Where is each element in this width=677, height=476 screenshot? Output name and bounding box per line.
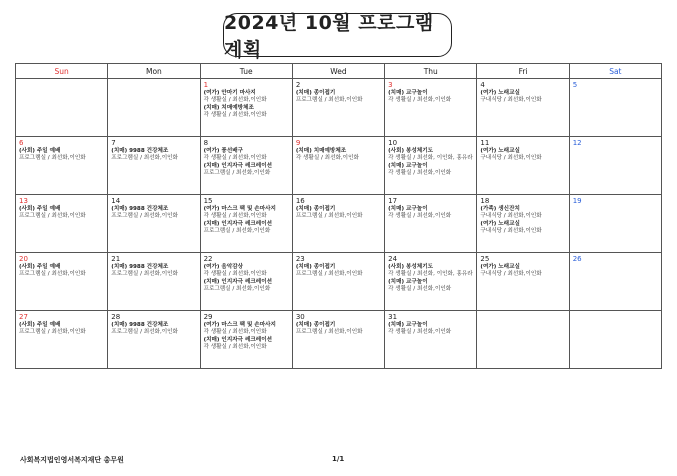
day-number: 23 [295, 255, 305, 263]
calendar-day-cell [200, 253, 292, 311]
program-event [204, 279, 289, 294]
calendar-day-cell [16, 253, 108, 311]
event-location-staff: 프로그램실 / 최선화,이인화 [295, 271, 363, 278]
program-event [388, 206, 473, 221]
calendar-day-cell [108, 79, 200, 137]
event-location-staff: 각 생활실 / 최선화,이인화 [295, 155, 359, 162]
event-title: (치매) 치매예방체조 [295, 148, 347, 154]
calendar-day-cell [477, 137, 569, 195]
calendar-day-cell [292, 253, 384, 311]
event-title: (여가) 마스크 팩 및 손마사지 [203, 206, 276, 212]
calendar-day-cell [108, 195, 200, 253]
event-title: (치매) 인지자극 레크레이션 [203, 162, 273, 169]
calendar-day-cell [385, 253, 477, 311]
day-number: 28 [111, 313, 121, 321]
calendar-day-cell [16, 137, 108, 195]
calendar-day-cell [292, 195, 384, 253]
day-number: 22 [203, 255, 213, 263]
day-number: 19 [572, 197, 582, 205]
program-event [204, 264, 289, 279]
event-location-staff: 구내식당 / 최선화,이인화 [480, 97, 542, 104]
event-title: (가족) 생신잔치 [480, 206, 520, 212]
day-number: 17 [388, 197, 398, 205]
event-title: (치매) 교구놀이 [388, 206, 428, 212]
day-number: 24 [388, 255, 398, 263]
event-title: (치매) 종이접기 [295, 322, 336, 328]
weekday-header-thu: Thu [385, 64, 477, 79]
calendar-day-cell [569, 253, 661, 311]
calendar-day-cell [200, 137, 292, 195]
day-number: 18 [480, 197, 490, 205]
event-title: (사회) 주일 예배 [19, 322, 61, 328]
calendar-day-cell [200, 311, 292, 369]
program-event [388, 163, 473, 178]
program-event [19, 206, 104, 221]
event-location-staff: 프로그램실 / 최선화,이인화 [111, 271, 178, 278]
calendar-day-cell [477, 253, 569, 311]
calendar-day-cell [108, 311, 200, 369]
day-number: 9 [295, 139, 301, 147]
calendar-day-cell [108, 137, 200, 195]
day-number: 27 [19, 313, 28, 321]
calendar-day-cell [477, 311, 569, 369]
program-event [111, 148, 196, 163]
calendar-day-cell [569, 195, 661, 253]
weekday-header-sat: Sat [569, 64, 661, 79]
event-location-staff: 프로그램실 / 최선화,이인화 [19, 213, 86, 220]
calendar-day-cell [385, 311, 477, 369]
event-location-staff: 프로그램실 / 최선화,이인화 [295, 213, 363, 220]
event-title: (사회) 주일 예배 [19, 148, 61, 154]
calendar-day-cell [569, 311, 661, 369]
calendar-day-cell [292, 137, 384, 195]
calendar-day-cell [477, 79, 569, 137]
event-location-staff: 각 생활실 / 최선화, 이인화, 홍유라 [388, 271, 473, 278]
event-title: (여가) 노래교실 [480, 264, 520, 270]
event-title: (치매) 9988 건강체조 [111, 206, 169, 212]
event-title: (여가) 풍선배구 [203, 148, 244, 154]
program-event [19, 264, 104, 279]
program-event [296, 206, 381, 221]
event-title: (치매) 교구놀이 [388, 162, 428, 169]
program-event [204, 105, 289, 120]
program-event [111, 264, 196, 279]
event-location-staff: 각 생활실 / 최선화,이인화 [203, 329, 267, 336]
day-number: 21 [111, 255, 121, 263]
calendar-day-cell [200, 79, 292, 137]
calendar-day-cell [569, 137, 661, 195]
event-title: (치매) 교구놀이 [388, 90, 428, 96]
day-number: 25 [480, 255, 490, 263]
event-title: (사회) 주일 예배 [19, 206, 61, 212]
event-title: (여가) 마스크 팩 및 손마사지 [203, 322, 276, 328]
program-event [204, 163, 289, 178]
program-event [204, 90, 289, 105]
weekday-header-sun: Sun [16, 64, 108, 79]
calendar-day-cell [16, 195, 108, 253]
event-title: (치매) 종이접기 [295, 206, 336, 212]
event-location-staff: 각 생활실 / 최선화, 이인화, 홍유라 [388, 155, 473, 162]
program-event [296, 90, 381, 105]
program-event [480, 90, 565, 105]
day-number: 15 [203, 197, 213, 205]
event-title: (치매) 9988 건강체조 [111, 322, 169, 328]
event-location-staff: 프로그램실 / 최선화,이인화 [203, 170, 271, 177]
day-number: 26 [572, 255, 582, 263]
event-title: (치매) 9988 건강체조 [111, 264, 169, 270]
calendar-week-row [16, 195, 662, 253]
weekday-header-wed: Wed [292, 64, 384, 79]
footer-organization: 사회복지법인영서복지재단 총무원 [20, 456, 124, 464]
event-title: (사회) 주일 예배 [19, 264, 61, 270]
program-event [388, 264, 473, 279]
calendar-day-cell [292, 79, 384, 137]
event-title: (사회) 봉성체기도 [388, 148, 434, 154]
program-event [296, 264, 381, 279]
program-event [19, 148, 104, 163]
calendar-week-row [16, 253, 662, 311]
event-location-staff: 각 생활실 / 최선화,이인화 [203, 344, 267, 351]
event-location-staff: 각 생활실 / 최선화,이인화 [388, 97, 452, 104]
event-title: (치매) 9988 건강체조 [111, 148, 169, 154]
event-location-staff: 구내식당 / 최선화,이인화 [480, 155, 542, 162]
calendar-day-cell [200, 195, 292, 253]
footer-page-number: 1/1 [332, 455, 345, 463]
event-title: (치매) 인지자극 레크레이션 [203, 336, 273, 343]
event-title: (치매) 인지자극 레크레이션 [203, 278, 273, 285]
program-event [296, 322, 381, 337]
weekday-header-mon: Mon [108, 64, 200, 79]
day-number: 5 [572, 81, 578, 89]
event-title: (여가) 안마기 마사지 [203, 90, 256, 96]
event-title: (여가) 노래교실 [480, 148, 520, 154]
calendar-table [15, 63, 662, 369]
day-number: 2 [295, 81, 301, 89]
program-event [480, 264, 565, 279]
event-location-staff: 프로그램실 / 최선화,이인화 [111, 155, 178, 162]
day-number: 14 [111, 197, 121, 205]
calendar-day-cell [385, 79, 477, 137]
day-number: 16 [295, 197, 305, 205]
program-event [204, 322, 289, 337]
event-location-staff: 프로그램실 / 최선화,이인화 [19, 155, 86, 162]
calendar-day-cell [108, 253, 200, 311]
event-location-staff: 각 생활실 / 최선화,이인화 [203, 112, 267, 119]
page-title: 2024년 10월 프로그램 계획 [223, 13, 452, 57]
program-event [204, 221, 289, 236]
program-event [111, 322, 196, 337]
event-title: (치매) 인지자극 레크레이션 [203, 220, 273, 227]
event-location-staff: 프로그램실 / 최선화,이인화 [295, 97, 363, 104]
program-event [480, 206, 565, 221]
event-title: (치매) 치매예방체조 [203, 104, 254, 111]
event-location-staff: 각 생활실 / 최선화,이인화 [203, 271, 267, 278]
weekday-header-fri: Fri [477, 64, 569, 79]
weekday-header-row [16, 64, 662, 79]
program-event [204, 337, 289, 352]
day-number: 20 [19, 255, 28, 263]
day-number: 7 [111, 139, 116, 147]
program-event [388, 148, 473, 163]
day-number: 3 [388, 81, 393, 89]
event-title: (치매) 교구놀이 [388, 322, 428, 328]
calendar-day-cell [16, 79, 108, 137]
event-title: (여가) 노래교실 [480, 220, 520, 227]
event-location-staff: 각 생활실 / 최선화,이인화 [388, 329, 452, 336]
program-event [111, 206, 196, 221]
program-event [204, 206, 289, 221]
event-location-staff: 각 생활실 / 최선화,이인화 [203, 97, 267, 104]
calendar-week-row [16, 137, 662, 195]
event-title: (사회) 봉성체기도 [388, 264, 434, 270]
program-event [296, 148, 381, 163]
day-number: 12 [572, 139, 582, 147]
event-title: (치매) 교구놀이 [388, 278, 428, 285]
event-location-staff: 구내식당 / 최선화,이인화 [480, 213, 542, 220]
event-location-staff: 각 생활실 / 최선화,이인화 [203, 155, 267, 162]
program-event [19, 322, 104, 337]
calendar-week-row [16, 79, 662, 137]
event-location-staff: 구내식당 / 최선화,이인화 [480, 228, 542, 235]
calendar-day-cell [385, 195, 477, 253]
program-event [388, 322, 473, 337]
event-location-staff: 프로그램실 / 최선화,이인화 [295, 329, 363, 336]
event-title: (치매) 종이접기 [295, 264, 336, 270]
event-location-staff: 프로그램실 / 최선화,이인화 [111, 213, 178, 220]
event-location-staff: 각 생활실 / 최선화,이인화 [388, 213, 452, 220]
day-number: 11 [480, 139, 490, 147]
program-event [480, 221, 565, 236]
event-location-staff: 프로그램실 / 최선화,이인화 [111, 329, 178, 336]
calendar-day-cell [569, 79, 661, 137]
program-event [388, 90, 473, 105]
event-location-staff: 각 생활실 / 최선화,이인화 [388, 286, 452, 293]
event-location-staff: 프로그램실 / 최선화,이인화 [19, 271, 86, 278]
event-title: (여가) 음악감상 [203, 264, 244, 270]
program-event [388, 279, 473, 294]
event-location-staff: 프로그램실 / 최선화,이인화 [203, 228, 271, 235]
day-number: 13 [19, 197, 28, 205]
day-number: 31 [388, 313, 398, 321]
program-event [204, 148, 289, 163]
day-number: 1 [203, 81, 209, 89]
event-title: (치매) 종이접기 [295, 90, 336, 96]
calendar-day-cell [477, 195, 569, 253]
day-number: 30 [295, 313, 305, 321]
calendar-week-row [16, 311, 662, 369]
calendar-day-cell [292, 311, 384, 369]
day-number: 29 [203, 313, 213, 321]
event-location-staff: 구내식당 / 최선화,이인화 [480, 271, 542, 278]
event-location-staff: 프로그램실 / 최선화,이인화 [19, 329, 86, 336]
day-number: 4 [480, 81, 485, 89]
day-number: 8 [203, 139, 209, 147]
event-title: (여가) 노래교실 [480, 90, 520, 96]
program-event [480, 148, 565, 163]
event-location-staff: 각 생활실 / 최선화,이인화 [203, 213, 267, 220]
day-number: 6 [19, 139, 24, 147]
event-location-staff: 프로그램실 / 최선화,이인화 [203, 286, 271, 293]
calendar-day-cell [385, 137, 477, 195]
calendar-day-cell [16, 311, 108, 369]
day-number: 10 [388, 139, 398, 147]
weekday-header-tue: Tue [200, 64, 292, 79]
event-location-staff: 각 생활실 / 최선화,이인화 [388, 170, 452, 177]
